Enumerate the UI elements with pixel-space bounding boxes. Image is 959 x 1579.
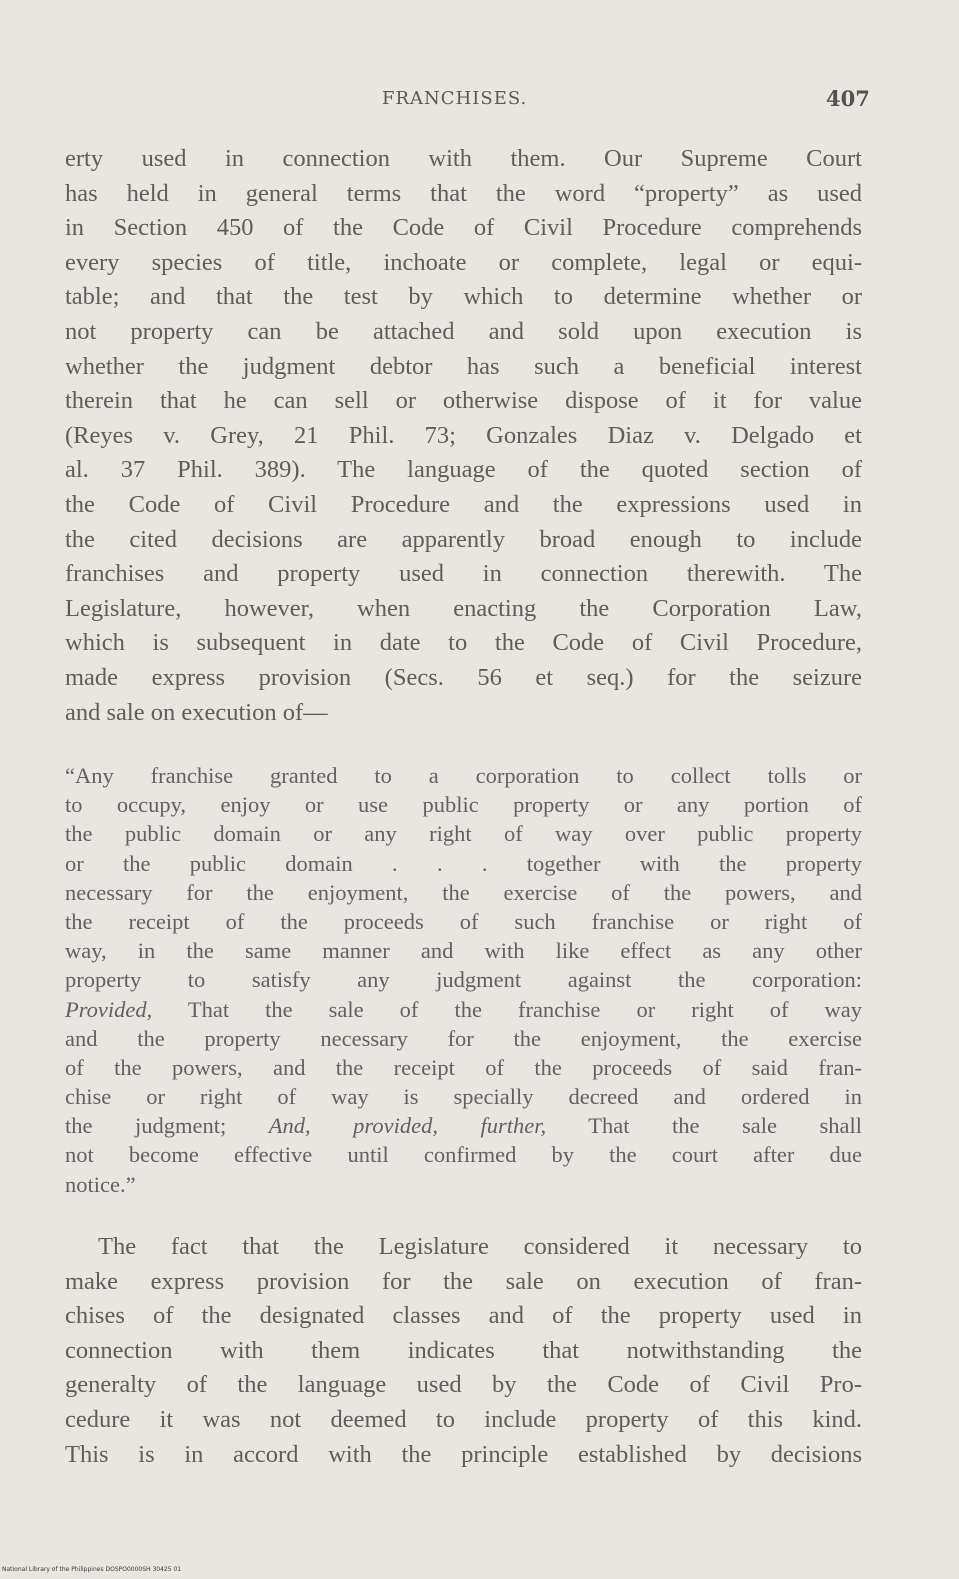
text-line: connection with them indicates that notwithstanding the (65, 1336, 862, 1364)
quote-line: not become effective until confirmed by the court after due (65, 1142, 862, 1168)
text-line: whether the judgment debtor has such a beneficial interest (65, 352, 862, 380)
text-line: not property can be attached and sold upon execution is (65, 317, 862, 345)
text-line: cedure it was not deemed to include property of this kind. (65, 1405, 862, 1433)
judgment-start: the judgment; (65, 1113, 269, 1139)
page-header (0, 88, 959, 118)
text-line: al. 37 Phil. 389). The language of the quoted section of (65, 456, 862, 484)
text-line: made express provision (Secs. 56 et seq.) for the seizure (65, 663, 862, 691)
page-number: 407 (826, 86, 870, 111)
quote-line: to occupy, enjoy or use public property or any portion of (65, 792, 862, 818)
block-quote (65, 761, 862, 1199)
text-line: (Reyes v. Grey, 21 Phil. 73; Gonzales Diaz v. Delgado et (65, 421, 862, 449)
text-line: This is in accord with the principle established by decisions (65, 1440, 862, 1468)
text-line: The fact that the Legislature considered it necessary to (98, 1233, 862, 1260)
text-line: generalty of the language used by the Code of Civil Pro- (65, 1371, 862, 1399)
running-title: FRANCHISES. (382, 88, 528, 109)
quote-line: the receipt of the proceeds of such franchise or right of (65, 908, 862, 934)
quote-line: way, in the same manner and with like effect as any other (65, 938, 862, 964)
text-line: which is subsequent in date to the Code of Civil Procedure, (65, 629, 862, 657)
text-line: the Code of Civil Procedure and the expressions used in (65, 490, 862, 518)
quote-line-judgment (65, 1111, 862, 1140)
library-stamp: National Library of the Philippines DOSPO0000SH 30425 01 (2, 1566, 182, 1573)
and-provided-italic: And, provided, further, (268, 1113, 547, 1139)
quote-line: the public domain or any right of way over public property (65, 821, 862, 847)
text-line: and sale on execution of— (65, 698, 328, 726)
text-line: has held in general terms that the word “property” as used (65, 179, 862, 207)
provided-rest: That the sale of the franchise or right of way (152, 996, 862, 1022)
text-line: Legislature, however, when enacting the Corporation Law, (65, 594, 862, 622)
quote-line: property to satisfy any judgment against the corporation: (65, 967, 862, 993)
paragraph-2 (65, 1230, 862, 1472)
quote-line-provided (65, 995, 862, 1024)
quote-line: or the public domain . . . together with the property (65, 850, 862, 876)
paragraph-1 (65, 142, 862, 730)
text-line: erty used in connection with them. Our Supreme Court (65, 145, 862, 172)
text-line: every species of title, inchoate or complete, legal or equi- (65, 248, 862, 276)
quote-line: notice.” (65, 1171, 136, 1197)
quote-line: of the powers, and the receipt of the proceeds of said fran- (65, 1054, 862, 1080)
quote-line: and the property necessary for the enjoyment, the exercise (65, 1025, 862, 1051)
text-line: franchises and property used in connection therewith. The (65, 560, 862, 588)
quote-line: necessary for the enjoyment, the exercise of the powers, and (65, 879, 862, 905)
text-line: table; and that the test by which to determine whether or (65, 283, 862, 311)
judgment-rest: That the sale shall (546, 1113, 862, 1139)
quote-line: chise or right of way is specially decreed and ordered in (65, 1084, 862, 1110)
text-line: chises of the designated classes and of the property used in (65, 1302, 862, 1330)
quote-line: “Any franchise granted to a corporation to collect tolls or (65, 763, 862, 788)
text-line: the cited decisions are apparently broad enough to include (65, 525, 862, 553)
text-line: make express provision for the sale on execution of fran- (65, 1267, 862, 1295)
text-line: therein that he can sell or otherwise dispose of it for value (65, 387, 862, 415)
provided-italic: Provided, (65, 996, 153, 1022)
text-line: in Section 450 of the Code of Civil Procedure comprehends (65, 214, 862, 242)
